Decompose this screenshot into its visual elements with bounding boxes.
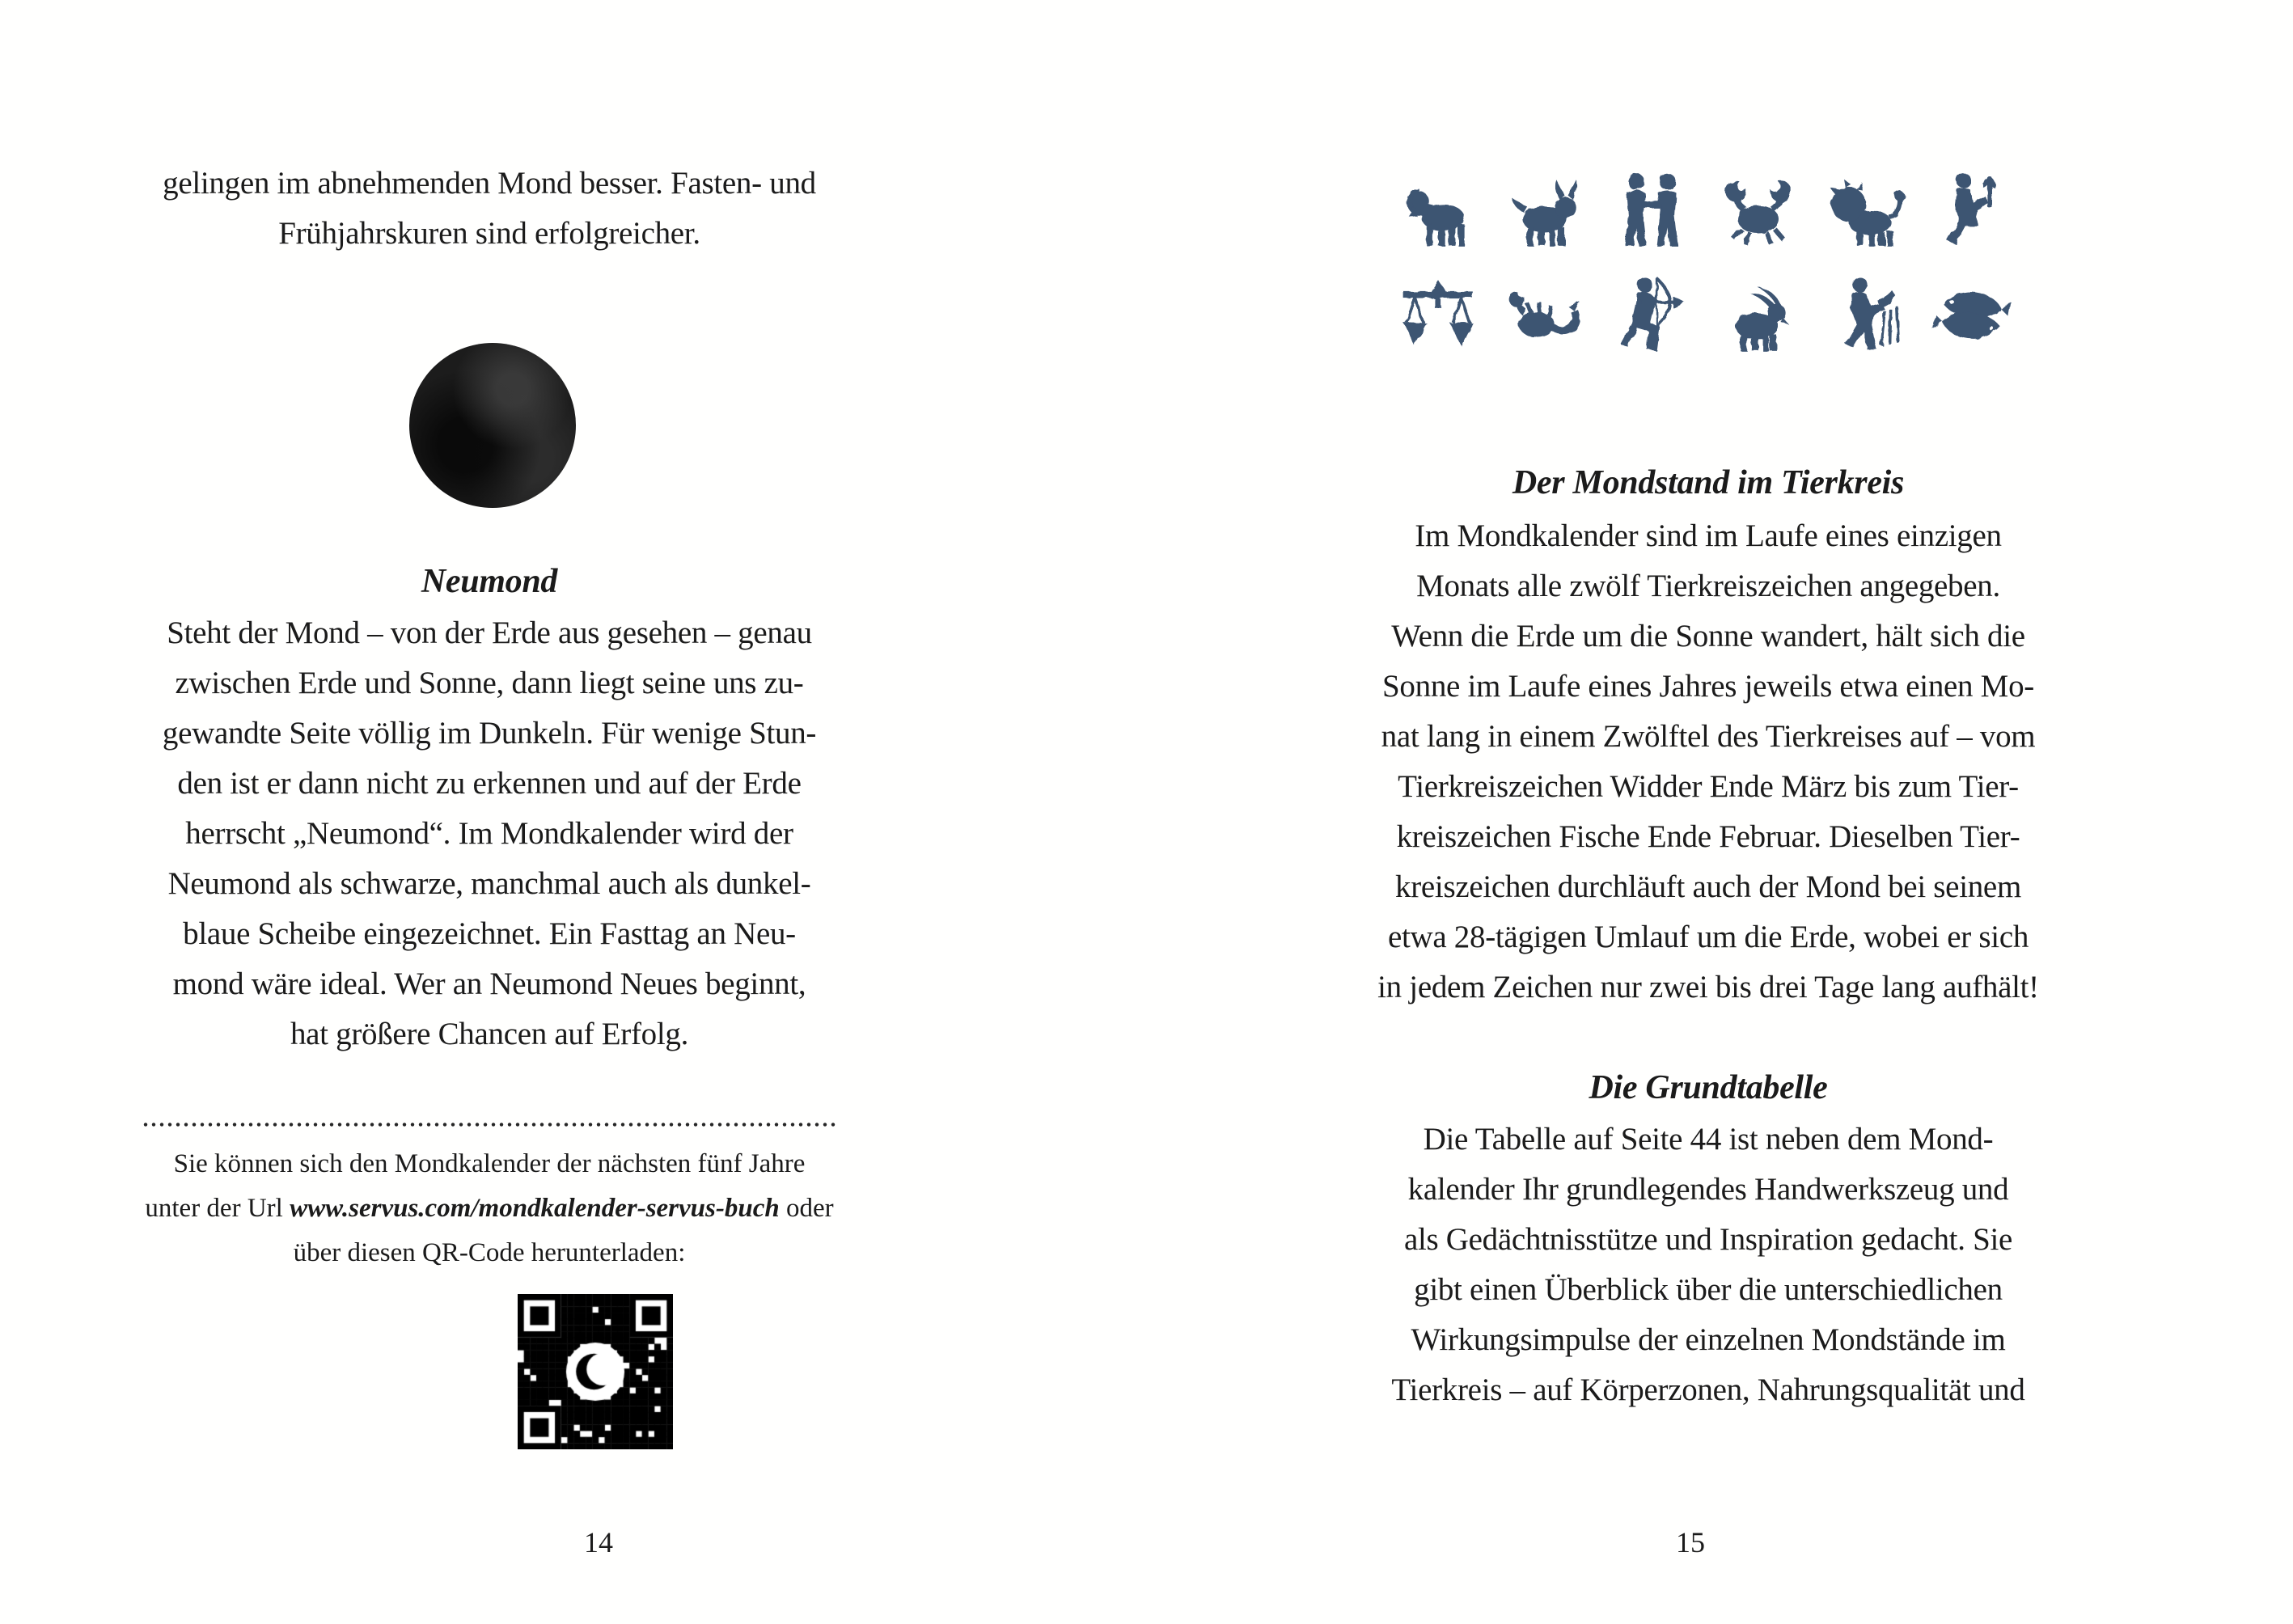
text-line: Tierkreiszeichen Widder Ende März bis zum Tier- xyxy=(1398,769,2019,804)
page-number-left: 14 xyxy=(584,1526,613,1558)
text-line: gibt einen Überblick über die unterschiedlichen xyxy=(1414,1272,2003,1307)
aquarius-icon xyxy=(1812,265,1919,357)
text-line: Frühjahrskuren sind erfolgreicher. xyxy=(278,216,700,251)
qr-code-icon xyxy=(518,1294,673,1449)
mondstand-paragraph xyxy=(1263,511,2153,1013)
page-number-right: 15 xyxy=(1676,1526,1705,1558)
section-heading-neumond: Neumond xyxy=(421,563,558,600)
text-line: als Gedächtnisstütze und Inspiration gedacht. Sie xyxy=(1403,1222,2013,1257)
text-line: blaue Scheibe eingezeichnet. Ein Fasttag an Neu- xyxy=(183,916,796,951)
pisces-icon xyxy=(1919,265,2025,357)
text-line: kreiszeichen Fische Ende Februar. Dieselben Tier- xyxy=(1396,819,2020,854)
text-line: nat lang in einem Zwölftel des Tierkreises auf – vom xyxy=(1381,719,2036,754)
new-moon-icon xyxy=(409,343,576,508)
libra-icon xyxy=(1385,265,1491,357)
download-footnote xyxy=(85,1142,894,1275)
footnote-line-3: über diesen QR-Code herunterladen: xyxy=(293,1238,686,1267)
zodiac-icon-grid xyxy=(1385,160,2025,357)
text-line: Wirkungsimpulse der einzelnen Mondstände im xyxy=(1411,1322,2006,1357)
text-line: gelingen im abnehmenden Mond besser. Fasten- und xyxy=(163,166,816,201)
text-line: Steht der Mond – von der Erde aus gesehen – genau xyxy=(167,615,812,650)
text-line: Die Tabelle auf Seite 44 ist neben dem Mond- xyxy=(1423,1122,1994,1157)
cancer-icon xyxy=(1705,160,1812,252)
text-line: hat größere Chancen auf Erfolg. xyxy=(290,1017,689,1051)
footnote-line-1: Sie können sich den Mondkalender der nächsten fünf Jahre xyxy=(173,1149,806,1178)
text-line: in jedem Zeichen nur zwei bis drei Tage lang aufhält! xyxy=(1377,970,2039,1004)
download-url: www.servus.com/mondkalender-servus-buch xyxy=(290,1194,780,1223)
text-line: Wenn die Erde um die Sonne wandert, hält sich die xyxy=(1391,619,2025,653)
text-line: herrscht „Neumond“. Im Mondkalender wird der xyxy=(185,816,793,851)
virgo-icon xyxy=(1919,160,2025,252)
text-line: Im Mondkalender sind im Laufe eines einzigen xyxy=(1415,518,2002,553)
footnote-line-2 xyxy=(85,1186,894,1231)
text-line: Neumond als schwarze, manchmal auch als dunkel- xyxy=(167,866,811,901)
text-line: Monats alle zwölf Tierkreiszeichen angegeben. xyxy=(1416,569,2000,603)
intro-paragraph xyxy=(105,159,874,259)
text-line: kalender Ihr grundlegendes Handwerkszeug und xyxy=(1407,1172,2009,1207)
text-line: Tierkreis – auf Körperzonen, Nahrungsqualität und xyxy=(1391,1372,2025,1407)
text-line: den ist er dann nicht zu erkennen und auf der Erde xyxy=(177,766,802,801)
text-line: zwischen Erde und Sonne, dann liegt seine uns zu- xyxy=(175,666,804,700)
text-line: etwa 28-tägigen Umlauf um die Erde, wobei er sich xyxy=(1387,920,2029,954)
text-line: Sonne im Laufe eines Jahres jeweils etwa einen Mo- xyxy=(1382,669,2034,704)
capricorn-icon xyxy=(1705,265,1812,357)
text-line: gewandte Seite völlig im Dunkeln. Für wenige Stun- xyxy=(162,716,817,751)
taurus-icon xyxy=(1491,160,1598,252)
section-heading-mondstand: Der Mondstand im Tierkreis xyxy=(1512,464,1905,501)
neumond-paragraph xyxy=(105,608,874,1059)
dotted-divider xyxy=(142,1123,837,1127)
leo-icon xyxy=(1812,160,1919,252)
grundtabelle-paragraph xyxy=(1263,1114,2153,1415)
scorpio-icon xyxy=(1491,265,1598,357)
gemini-icon xyxy=(1598,160,1705,252)
section-heading-grundtabelle: Die Grundtabelle xyxy=(1589,1069,1828,1106)
text-line: kreiszeichen durchläuft auch der Mond bei seinem xyxy=(1395,869,2021,904)
sagittarius-icon xyxy=(1598,265,1705,357)
aries-icon xyxy=(1385,160,1491,252)
footnote-line-2-prefix: unter der Url xyxy=(145,1194,290,1223)
text-line: mond wäre ideal. Wer an Neumond Neues beginnt, xyxy=(172,966,806,1001)
footnote-line-2-suffix: oder xyxy=(779,1194,834,1223)
